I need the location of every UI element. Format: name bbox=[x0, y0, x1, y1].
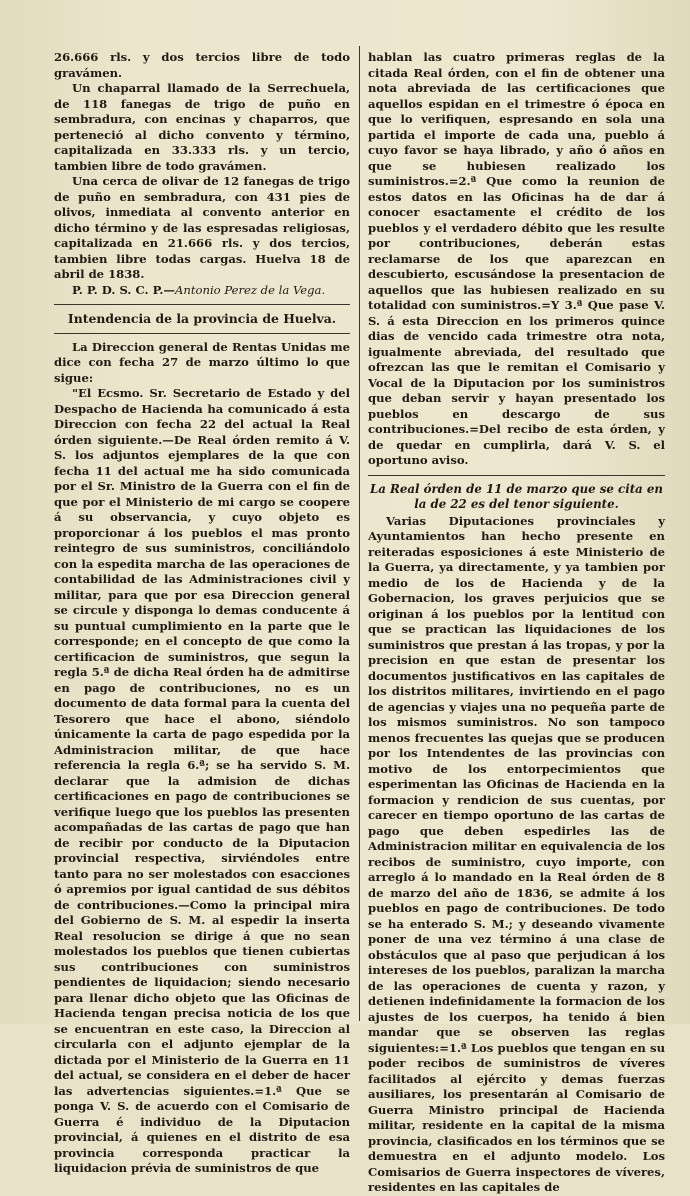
signature bbox=[54, 283, 350, 299]
body-intro: La Direccion general de Rentas Unidas me dice con fecha 27 de marzo último lo que sigue: bbox=[54, 339, 350, 385]
paragraph-lead: 26.666 rls. y dos tercios libre de todo gravámen. bbox=[54, 50, 350, 80]
section-divider bbox=[54, 304, 350, 305]
body-continuation: hablan las cuatro primeras reglas de la citada Real órden, con el fin de obtener una nota abreviada de las certificaciones que aquellos espidan en el trimestre ó época en que lo verifiquen, espresando en sola una partida el importe de cada una, pueblo á cuyo favor se haya librado, y año ó años en que se hubiesen realizado los suministros.=2.ª Que como la reunion de estos datos en las Oficinas ha de dar á conocer esactamente el crédito de los pueblos y el verdadero débito que les resulte por contribuciones, deberán estas reclamarse de los que aparezcan en descubierto, escusándose la presentacion de aquellos que las hubiesen realizado en su totalidad con suministros.=Y 3.ª Que pase V. S. á esta Direccion en los primeros quince dias de vencido cada trimestre otra nota, igualmente abreviada, del resultado que ofrezcan las que le remitan el Comisario y Vocal de la Diputacion por los suministros que deban servir y hayan presentado los pueblos en descargo de sus contribuciones.=Del recibo de esta órden, y de quedar en cumplirla, dará V. S. el oportuno aviso. bbox=[368, 50, 665, 467]
order-subheading: La Real órden de 11 de marzo que se cita en la de 22 es del tenor siguiente. bbox=[369, 481, 663, 511]
paragraph-chaparral: Un chaparral llamado de la Serrechuela, de 118 fanegas de trigo de puño en sembradura, con encinas y chaparros, que perteneció al dicho convento y término, capitalizada en 33.333 rls. y un tercio, tambien libre de todo gravámen. bbox=[54, 81, 350, 173]
section-heading: Intendencia de la provincia de Huelva. bbox=[67, 311, 337, 326]
paragraph-olivar: Una cerca de olivar de 12 fanegas de trigo de puño en sembradura, con 431 pies de olivos, inmediata al convento anterior en dicho término y de las espresadas religiosas, capitalizada en 21.666 rls. y dos tercios, tambien libre todas cargas. Huelva 18 de abril de 1838. bbox=[54, 174, 350, 281]
body-text: "El Ecsmo. Sr. Secretario de Estado y del Despacho de Hacienda ha comunicado á esta Direccion con fecha 22 del actual la Real órden siguiente.—De Real órden remito á V. S. los adjuntos ejemplares de la que con fecha 11 del actual me ha sido comunicada por el Sr. Ministro de la Guerra con el fin de que por el Ministerio de mi cargo se coopere á su observancia, y cuyo objeto es proporcionar á los pueblos el mas pronto reintegro de sus suministros, conciliándolo con la espedita marcha de las operaciones de contabilidad de las Administraciones civil y militar, para que por esa Direccion general se circule y disponga lo demas conducente á su puntual cumplimiento en la parte que le corresponde; en el concepto de que como la certificacion de suministros, que segun la regla 5.ª de dicha Real órden ha de admitirse en pago de contribuciones, no es un documento de data formal para la cuenta del Tesorero que hace el abono, siéndolo únicamente la carta de pago espedida por la Administracion militar, de que hace referencia la regla 6.ª; se ha servido S. M. declarar que la admision de dichas certificaciones en pago de contribuciones se verifique luego que los pueblos las presenten acompañadas de las cartas de pago que han de recibir por conducto de la Diputacion provincial respectiva, sirviéndoles entre tanto para no ser molestados con esacciones ó apremios por igual cantidad de sus débitos de contribuciones.—Como la principal mira del Gobierno de S. M. al espedir la inserta Real resolucion se dirige á que no sean molestados los pueblos que tienen cubiertas sus contribuciones con suministros pendientes de liquidacion; siendo necesario para llenar dicho objeto que las Oficinas de Hacienda tengan precisa noticia de los que se encuentran en este caso, la Direccion al circularla con el adjunto ejemplar de la dictada por el Ministerio de la Guerra en 11 del actual, se considera en el deber de hacer las advertencias siguientes.=1.ª Que se ponga V. S. de acuerdo con el Comisario de Guerra é individuo de la Diputacion provincial, á quienes en el distrito de esa provincia corresponda practicar la liquidacion prévia de suministros de que bbox=[54, 386, 350, 1175]
order-body: Varias Diputaciones provinciales y Ayuntamientos han hecho presente en reiteradas esposiciones á este Ministerio de la Guerra, ya directamente, y ya tambien por medio de los de Hacienda y de la Gobernacion, los graves perjuicios que se originan á los pueblos por la lentitud con que se practican las liquidaciones de los suministros que prestan á las tropas, y por la precision en que estan de presentar los documentos justificativos en las capitales de los distritos militares, invirtiendo en el pago de agencias y viajes una no pequeña parte de los mismos suministros. No son tampoco menos frecuentes las quejas que se producen por los Intendentes de las provincias con motivo de los entorpecimientos que esperimentan las Oficinas de Hacienda en la formacion y rendicion de sus cuentas, por carecer en tiempo oportuno de las cartas de pago que deben espedirles las de Administracion militar en equivalencia de los recibos de suministro, cuyo importe, con arreglo á lo mandado en la Real órden de 8 de marzo del año de 1836, se admite á los pueblos en pago de contribuciones. De todo se ha enterado S. M.; y deseando vivamente poner de una vez término á una clase de obstáculos que al paso que perjudican á los intereses de los pueblos, paralizan la marcha de las operaciones de cuenta y razon, y detienen indefinidamente la formacion de los ajustes de los cuerpos, ha tenido á bien mandar que se observen las reglas siguientes:=1.ª Los pueblos que tengan en su poder recibos de suministros de víveres facilitados al ejército y demas fuerzas ausiliares, los presentarán al Comisario de Guerra Ministro principal de Hacienda militar, residente en la capital de la misma provincia, clasificados en los términos que se demuestra en el adjunto modelo. Los Comisarios de Guerra inspectores de víveres, residentes en las capitales de bbox=[368, 513, 665, 1194]
column-divider bbox=[359, 46, 360, 1021]
heading-underline bbox=[54, 333, 350, 334]
left-column bbox=[54, 50, 350, 1177]
signature-initials: P. P. D. S. C. P.— bbox=[72, 282, 176, 297]
section-divider-right bbox=[368, 475, 665, 476]
signature-name: Antonio Perez de la Vega. bbox=[175, 282, 326, 297]
